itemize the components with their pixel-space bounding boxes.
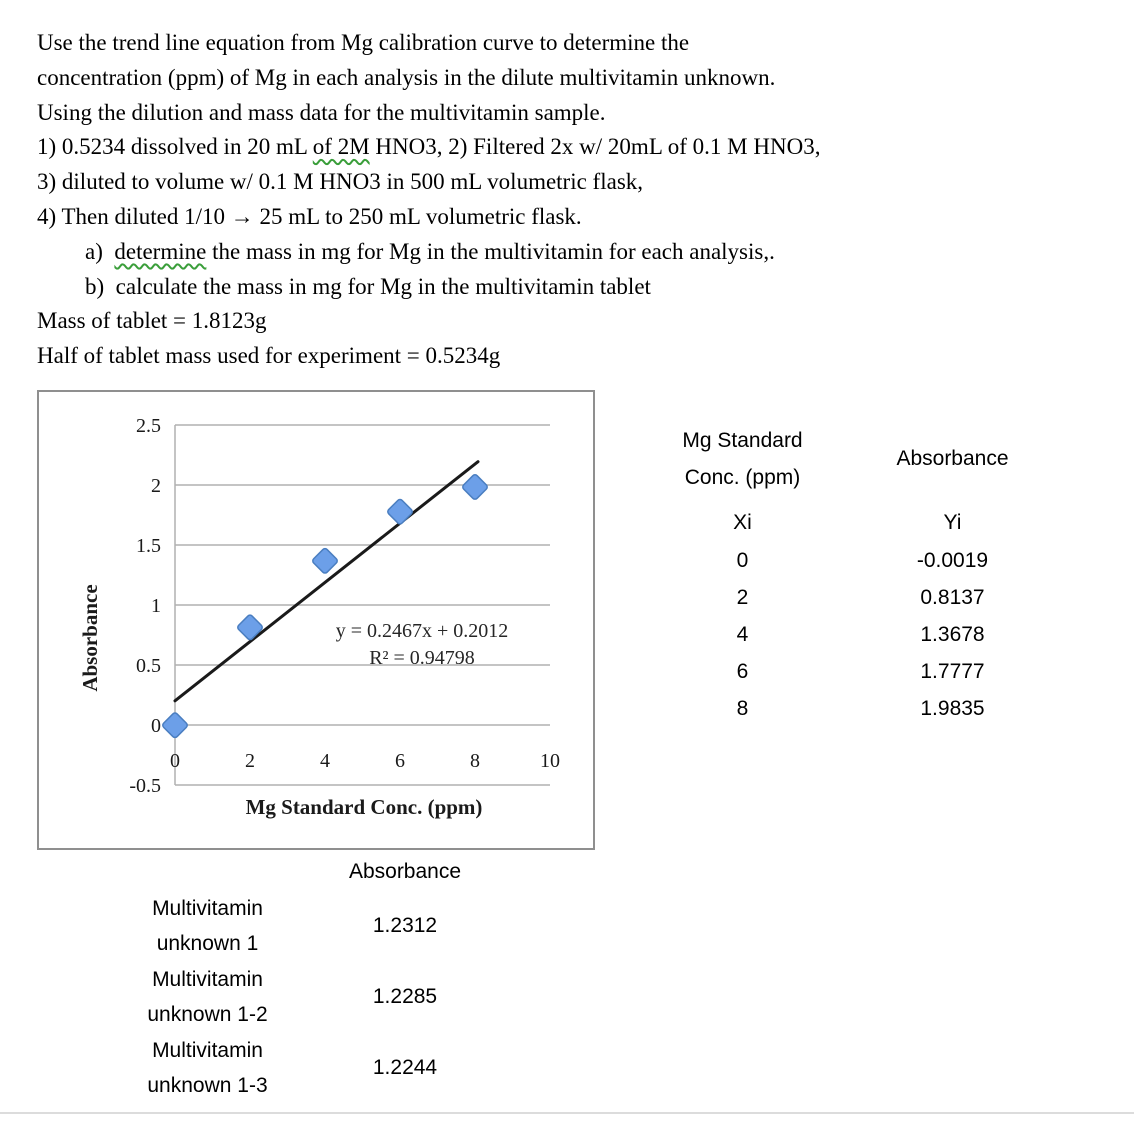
page-divider-line <box>0 1112 1134 1114</box>
unknowns-absorbance-header: Absorbance <box>348 860 462 883</box>
standards-table-row <box>635 542 1055 579</box>
spellcheck-underlined-text: of 2M <box>312 134 370 160</box>
y-tick-label: 2 <box>151 475 161 497</box>
unknown-name-line2: unknown 1-2 <box>147 1002 268 1026</box>
x-axis-title: Mg Standard Conc. (ppm) <box>245 795 483 819</box>
x-tick-label: 8 <box>470 750 480 772</box>
y-tick-label: -0.5 <box>129 775 161 797</box>
intro-line <box>85 235 1122 270</box>
intro-text-segment: HNO3, 2) Filtered 2x w/ 20mL of 0.1 M HNO3, <box>369 134 821 160</box>
intro-text-segment: 4) Then diluted 1/10 → 25 mL to 250 mL volumetric flask. <box>37 203 582 229</box>
standards-yi-value: -0.0019 <box>916 549 989 572</box>
standards-col1-header-line1: Mg Standard <box>682 429 803 452</box>
y-tick-label: 1 <box>151 595 161 617</box>
standards-xi-value: 6 <box>736 660 749 683</box>
intro-line <box>37 339 1122 374</box>
standards-table-row <box>635 653 1055 690</box>
intro-line <box>37 61 1122 96</box>
x-tick-label: 10 <box>540 750 560 772</box>
intro-line <box>37 96 1122 131</box>
unknown-absorbance-value: 1.2285 <box>372 984 438 1008</box>
standards-col1-header-line2: Conc. (ppm) <box>684 466 801 489</box>
data-point-marker <box>462 474 489 501</box>
unknown-sample-name <box>75 1032 340 1103</box>
x-tick-label: 0 <box>170 750 180 772</box>
standards-yi-value: 1.3678 <box>920 623 985 646</box>
standards-xi-value: 4 <box>736 623 749 646</box>
standards-table-row <box>635 616 1055 653</box>
intro-line <box>37 26 1122 61</box>
intro-text-segment: concentration (ppm) of Mg in each analysis in the dilute multivitamin unknown. <box>37 64 776 90</box>
spellcheck-underlined-text: determine <box>114 238 207 264</box>
intro-text-block <box>37 26 1122 374</box>
intro-line <box>85 270 1122 305</box>
standards-col2-header: Absorbance <box>896 447 1009 470</box>
standards-subheader-row <box>635 504 1055 542</box>
standards-table <box>635 422 1055 727</box>
unknowns-table-row <box>75 961 470 1032</box>
y-axis-title: Absorbance <box>78 584 102 692</box>
unknown-sample-name <box>75 890 340 961</box>
y-tick-label: 0.5 <box>136 655 161 677</box>
unknowns-table-row <box>75 890 470 961</box>
intro-text-segment: Using the dilution and mass data for the multivitamin sample. <box>37 99 606 125</box>
calibration-chart-frame <box>37 390 595 850</box>
unknown-name-line1: Multivitamin <box>152 967 263 991</box>
intro-line <box>37 165 1122 200</box>
unknown-name-line1: Multivitamin <box>152 896 263 920</box>
calibration-chart <box>39 392 593 848</box>
standards-xi-label: Xi <box>733 511 752 534</box>
standards-yi-value: 1.7777 <box>920 660 985 683</box>
standards-xi-value: 2 <box>736 586 749 609</box>
intro-text-segment: the mass in mg for Mg in the multivitamin for each analysis,. <box>206 238 775 264</box>
unknowns-rows <box>75 890 470 1103</box>
r-squared-label: R² = 0.94798 <box>369 647 475 669</box>
intro-text-segment: b) calculate the mass in mg for Mg in the multivitamin tablet <box>85 273 651 299</box>
standards-xi-value: 0 <box>736 549 749 572</box>
intro-line <box>37 200 1122 235</box>
unknowns-table <box>75 853 470 1103</box>
x-tick-label: 2 <box>245 750 255 772</box>
unknown-absorbance-value: 1.2244 <box>372 1055 438 1079</box>
unknown-name-line1: Multivitamin <box>152 1038 263 1062</box>
standards-yi-value: 0.8137 <box>920 586 985 609</box>
unknown-name-line2: unknown 1 <box>156 931 259 955</box>
data-point-marker <box>387 498 414 525</box>
data-point-marker <box>237 614 264 641</box>
unknown-absorbance-value: 1.2312 <box>372 913 438 937</box>
intro-text-segment: 1) 0.5234 dissolved in 20 mL <box>37 134 313 160</box>
y-tick-label: 1.5 <box>136 535 161 557</box>
y-tick-label: 0 <box>151 715 161 737</box>
intro-text-segment: Use the trend line equation from Mg calibration curve to determine the <box>37 30 690 55</box>
standards-yi-label: Yi <box>943 511 962 534</box>
standards-rows <box>635 542 1055 727</box>
standards-table-row <box>635 690 1055 727</box>
x-tick-label: 4 <box>320 750 330 772</box>
intro-text-segment: Mass of tablet = 1.8123g <box>37 308 267 334</box>
intro-line <box>37 304 1122 339</box>
standards-header-row <box>635 422 1055 496</box>
unknown-sample-name <box>75 961 340 1032</box>
standards-xi-value: 8 <box>736 697 749 720</box>
standards-yi-value: 1.9835 <box>920 697 985 720</box>
intro-text-segment: Half of tablet mass used for experiment = 0.5234g <box>37 343 501 369</box>
intro-text-segment: a) <box>85 238 115 264</box>
intro-text-segment: 3) diluted to volume w/ 0.1 M HNO3 in 500 mL volumetric flask, <box>37 169 644 195</box>
unknowns-table-row <box>75 1032 470 1103</box>
data-point-marker <box>312 547 339 574</box>
data-point-marker <box>162 712 189 739</box>
x-tick-label: 6 <box>395 750 405 772</box>
y-tick-label: 2.5 <box>136 415 161 437</box>
intro-line <box>37 130 1122 165</box>
standards-table-row <box>635 579 1055 616</box>
trendline-equation-label: y = 0.2467x + 0.2012 <box>335 620 509 642</box>
unknown-name-line2: unknown 1-3 <box>147 1073 268 1097</box>
standards-col1-header <box>635 422 850 496</box>
